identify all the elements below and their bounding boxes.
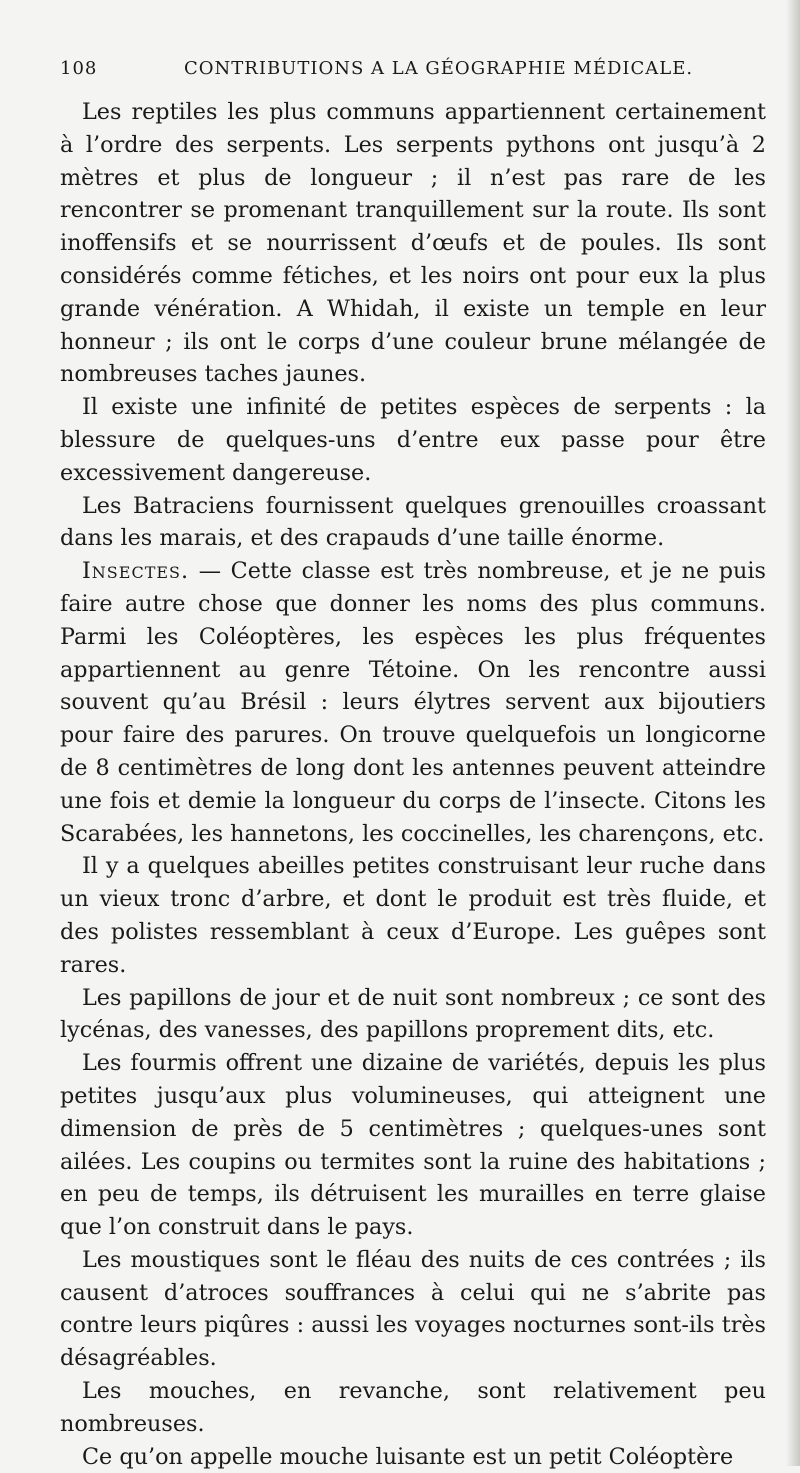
paragraph-batrachians bbox=[60, 490, 766, 556]
scan-page-edge bbox=[786, 0, 800, 1466]
paragraph-bees bbox=[60, 850, 766, 981]
paragraph-small-snakes bbox=[60, 391, 766, 489]
paragraph-text: Il y a quelques abeilles petites construisant leur ruche dans un vieux tronc d’arbre, et dont le produit est très fluide, et des polistes ressemblant à ceux d’Europe. Les guêpes sont rares. bbox=[60, 853, 766, 978]
paragraph-text: — Cette classe est très nombreuse, et je ne puis faire autre chose que donner les noms des plus communs. Parmi les Coléoptères, les espèces les plus fréquentes appartiennent au genre Tétoine. On les rencontre aussi souvent qu’au Brésil : leurs élytres servent aux bijoutiers pour faire des parures. On trouve quelquefois un longicorne de 8 centimètres de long dont les antennes peuvent atteindre une fois et demie la longueur du corps de l’insecte. Citons les Scarabées, les hannetons, les coccinelles, les charençons, etc. bbox=[60, 558, 766, 847]
page-number: 108 bbox=[60, 58, 98, 79]
paragraph-ants bbox=[60, 1047, 766, 1244]
running-head bbox=[60, 58, 766, 88]
paragraph-text: Ce qu’on appelle mouche luisante est un petit Coléoptère bbox=[82, 1443, 734, 1470]
paragraph-insects bbox=[60, 555, 766, 850]
paragraph-reptiles bbox=[60, 96, 766, 391]
paragraph-flies bbox=[60, 1375, 766, 1441]
paragraph-text: Les Batraciens fournissent quelques grenouilles croassant dans les marais, et des crapauds d’une taille énorme. bbox=[60, 492, 766, 552]
paragraph-text: Les mouches, en revanche, sont relativement peu nombreuses. bbox=[60, 1378, 766, 1437]
paragraph-text: Il existe une infinité de petites espèces de serpents : la blessure de quelques-uns d’entre eux passe pour être excessivement dangereuse. bbox=[60, 394, 766, 486]
body-text bbox=[60, 96, 766, 1473]
paragraph-text: Les papillons de jour et de nuit sont nombreux ; ce sont des lycénas, des vanesses, des papillons proprement dits, etc. bbox=[60, 984, 766, 1044]
book-page bbox=[60, 58, 766, 1473]
paragraph-text: Les moustiques sont le fléau des nuits de ces contrées ; ils causent d’atroces souffrances à celui qui ne s’abrite pas contre leurs piqûres : aussi les voyages nocturnes sont-ils très désagréables. bbox=[60, 1246, 766, 1372]
paragraph-butterflies bbox=[60, 982, 766, 1048]
paragraph-firefly bbox=[60, 1441, 766, 1473]
section-heading-insects: Insectes. bbox=[82, 558, 190, 585]
paragraph-mosquitoes bbox=[60, 1244, 766, 1375]
paragraph-text: Les fourmis offrent une dizaine de variétés, depuis les plus petites jusqu’aux plus volumineuses, qui atteignent une dimension de près de 5 centimètres ; quelques-unes sont ailées. Les coupins ou termites sont la ruine des habitations ; en peu de temps, ils détruisent les murailles en terre glaise que l’on construit dans le pays. bbox=[60, 1050, 766, 1241]
paragraph-text: Les reptiles les plus communs appartiennent certainement à l’ordre des serpents. Les serpents pythons ont jusqu’à 2 mètres et plus de longueur ; il n’est pas rare de les rencontrer se promenant tranquillement sur la route. Ils sont inoffensifs et se nourrissent d’œufs et de poules. Ils sont considérés comme fétiches, et les noirs ont pour eux la plus grande vénération. A Whidah, il existe un temple en leur honneur ; ils ont le corps d’une couleur brune mélangée de nombreuses taches jaunes. bbox=[60, 99, 766, 388]
running-title: CONTRIBUTIONS A LA GÉOGRAPHIE MÉDICALE. bbox=[184, 58, 694, 79]
